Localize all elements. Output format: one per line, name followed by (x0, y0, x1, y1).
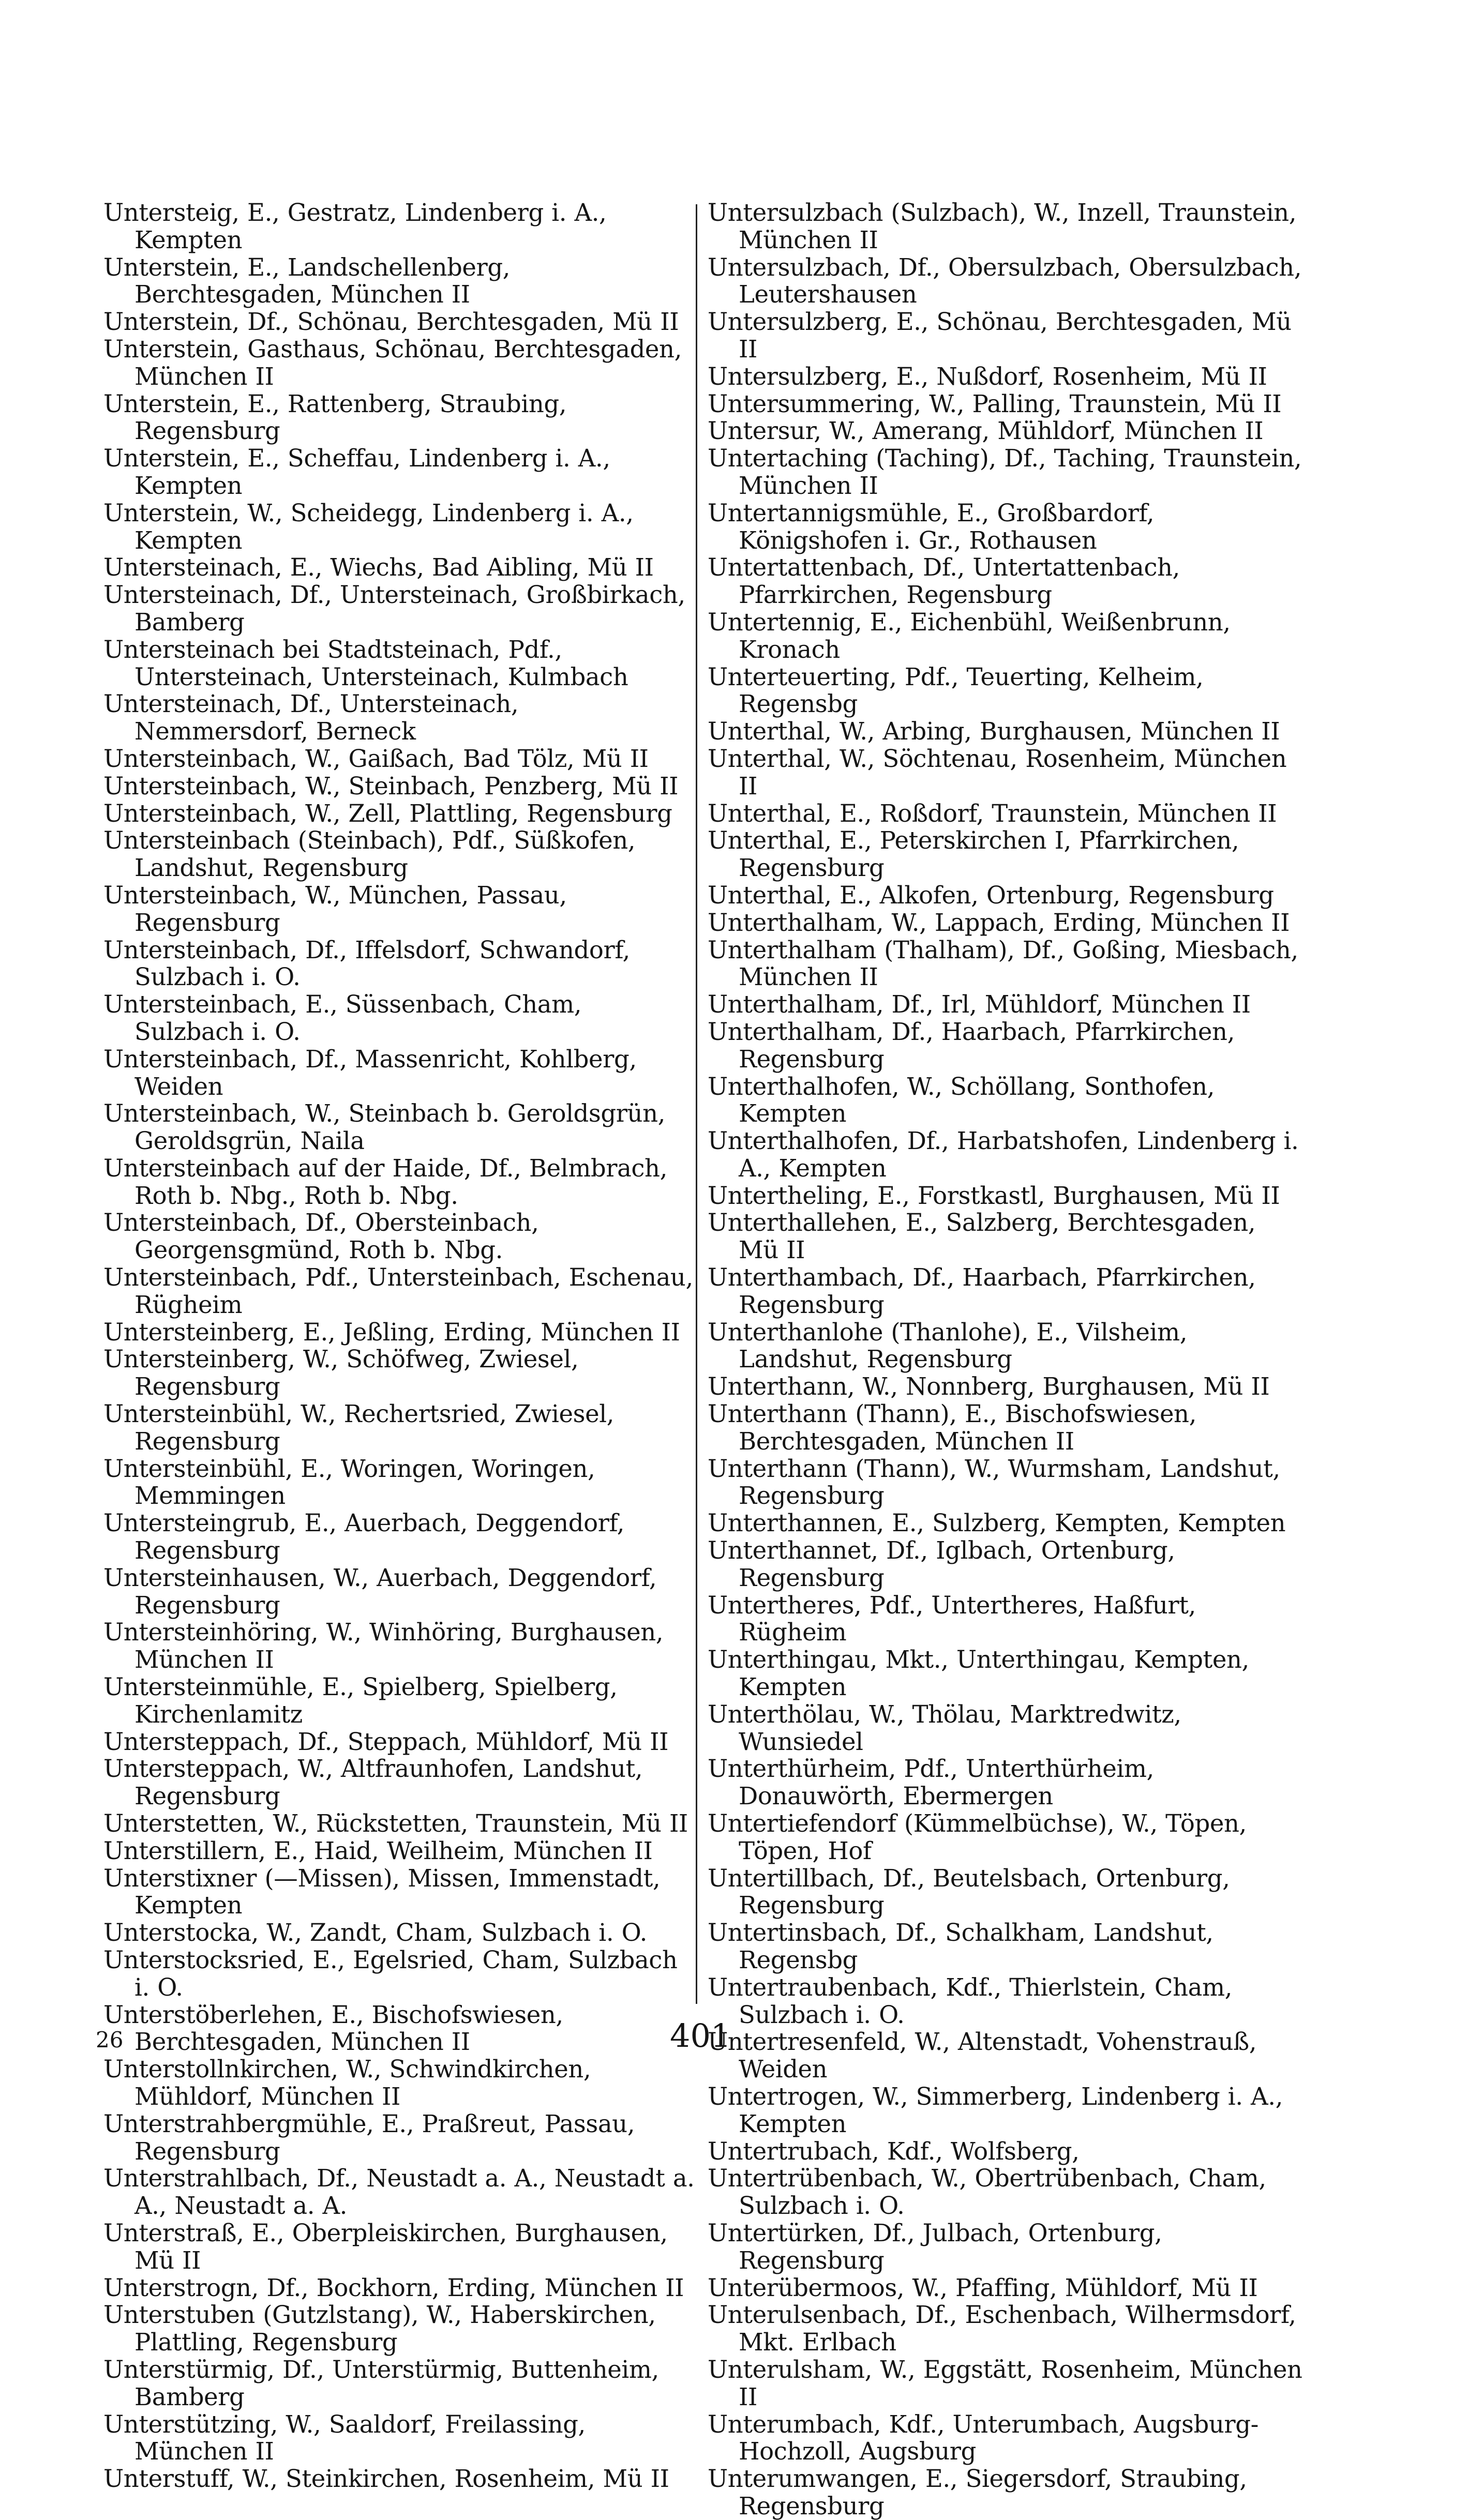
gazetteer-entry: Untersteinbach, Df., Iffelsdorf, Schwandorf, Sulzbach i. O. (103, 935, 630, 991)
gazetteer-entry: Unterstein, W., Scheidegg, Lindenberg i. A., Kempten (103, 499, 634, 554)
gazetteer-entry: Untersteinbühl, E., Woringen, Woringen, Memmingen (103, 1454, 595, 1510)
gazetteer-entry: Untersteinbach, Pdf., Untersteinbach, Eschenau, Rügheim (103, 1263, 693, 1319)
gazetteer-entry: Unterthanlohe (Thanlohe), E., Vilsheim, Landshut, Regensburg (708, 1318, 1188, 1374)
right-column (708, 199, 1302, 2520)
gazetteer-entry: Unterstein, Gasthaus, Schönau, Berchtesgaden, München II (103, 335, 682, 390)
left-column (103, 199, 698, 2493)
gazetteer-entry: Unterthallehen, E., Salzberg, Berchtesgaden, Mü II (708, 1209, 1256, 1264)
gazetteer-entry: Unterthalhofen, Df., Harbatshofen, Lindenberg i. A., Kempten (708, 1127, 1299, 1182)
gazetteer-entry: Unterstollnkirchen, W., Schwindkirchen, Mühldorf, München II (103, 2055, 591, 2110)
gazetteer-entry: Unterthann, W., Nonnberg, Burghausen, Mü II (708, 1372, 1270, 1401)
gazetteer-entry: Untersteinbach, E., Süssenbach, Cham, Sulzbach i. O. (103, 990, 582, 1046)
gazetteer-entry: Untertennig, E., Eichenbühl, Weißenbrunn, Kronach (708, 608, 1231, 663)
gazetteer-entry: Unterstrogn, Df., Bockhorn, Erding, München II (103, 2273, 684, 2302)
gazetteer-entry: Unterthal, E., Alkofen, Ortenburg, Regensburg (708, 881, 1274, 909)
gazetteer-entry: Untersteinach, Df., Untersteinach, Großbirkach, Bamberg (103, 581, 685, 636)
gazetteer-entry: Untersteinbach, W., München, Passau, Regensburg (103, 881, 567, 937)
gazetteer-entry: Unterteuerting, Pdf., Teuerting, Kelheim, Regensbg (708, 662, 1204, 718)
gazetteer-entry: Untersteinach, Df., Untersteinach, Nemmersdorf, Berneck (103, 690, 519, 746)
gazetteer-entry: Unterthal, W., Söchtenau, Rosenheim, München II (708, 744, 1287, 800)
gazetteer-entry: Untertillbach, Df., Beutelsbach, Ortenburg, Regensburg (708, 1864, 1230, 1920)
gazetteer-entry: Untersteinbach auf der Haide, Df., Belmbrach, Roth b. Nbg., Roth b. Nbg. (103, 1154, 667, 1210)
gazetteer-entry: Untertürken, Df., Julbach, Ortenburg, Regensburg (708, 2219, 1162, 2274)
gazetteer-entry: Unterthal, W., Arbing, Burghausen, München II (708, 717, 1280, 746)
gazetteer-entry: Unterstocka, W., Zandt, Cham, Sulzbach i. O. (103, 1919, 647, 1947)
gazetteer-entry: Unterstützing, W., Saaldorf, Freilassing, München II (103, 2410, 586, 2466)
gazetteer-entry: Untersulzbach, Df., Obersulzbach, Obersulzbach, Leutershausen (708, 253, 1302, 309)
gazetteer-entry: Unterthambach, Df., Haarbach, Pfarrkirchen, Regensburg (708, 1263, 1256, 1319)
gazetteer-entry: Unterthalham (Thalham), Df., Goßing, Miesbach, München II (708, 935, 1298, 991)
gazetteer-entry: Unterstein, Df., Schönau, Berchtesgaden, Mü II (103, 308, 679, 336)
gazetteer-entry: Untertresenfeld, W., Altenstadt, Vohenstrauß, Weiden (708, 2028, 1257, 2084)
gazetteer-entry: Untersteinbach (Steinbach), Pdf., Süßkofen, Landshut, Regensburg (103, 826, 636, 882)
gazetteer-entry: Untersteig, E., Gestratz, Lindenberg i. A., Kempten (103, 199, 607, 254)
gazetteer-entry: Untersteinbühl, W., Rechertsried, Zwiesel, Regensburg (103, 1400, 615, 1455)
gazetteer-entry: Untersummering, W., Palling, Traunstein, Mü II (708, 389, 1282, 418)
gazetteer-entry: Unterstocksried, E., Egelsried, Cham, Sulzbach i. O. (103, 1946, 678, 2001)
gazetteer-entry: Unterthannen, E., Sulzberg, Kempten, Kempten (708, 1509, 1286, 1537)
gazetteer-entry: Unterstillern, E., Haid, Weilheim, München II (103, 1836, 653, 1865)
gazetteer-entry: Untersteppach, Df., Steppach, Mühldorf, Mü II (103, 1727, 669, 1756)
gazetteer-entry: Untersulzberg, E., Nußdorf, Rosenheim, Mü II (708, 362, 1267, 390)
gazetteer-entry: Untertrogen, W., Simmerberg, Lindenberg i. A., Kempten (708, 2082, 1283, 2138)
gazetteer-entry: Unterübermoos, W., Pfaffing, Mühldorf, Mü II (708, 2273, 1258, 2302)
gazetteer-entry: Unterstetten, W., Rückstetten, Traunstein, Mü II (103, 1809, 688, 1838)
gazetteer-entry: Untertheling, E., Forstkastl, Burghausen, Mü II (708, 1181, 1280, 1210)
signature-mark: 26 (96, 2027, 124, 2053)
gazetteer-entry: Unterstraß, E., Oberpleiskirchen, Burghausen, Mü II (103, 2219, 668, 2274)
gazetteer-entry: Unterstuff, W., Steinkirchen, Rosenheim, Mü II (103, 2465, 669, 2493)
gazetteer-entry: Untersteinbach, W., Steinbach, Penzberg, Mü II (103, 772, 679, 800)
gazetteer-entry: Unterthalham, Df., Haarbach, Pfarrkirchen, Regensburg (708, 1017, 1235, 1073)
gazetteer-entry: Unterthölau, W., Thölau, Marktredwitz, Wunsiedel (708, 1700, 1181, 1756)
gazetteer-entry: Unterthalham, W., Lappach, Erding, München II (708, 908, 1290, 937)
gazetteer-entry: Unterulsenbach, Df., Eschenbach, Wilhermsdorf, Mkt. Erlbach (708, 2301, 1296, 2357)
column-divider (696, 204, 697, 2004)
gazetteer-entry: Unterthalhofen, W., Schöllang, Sonthofen, Kempten (708, 1072, 1215, 1128)
gazetteer-entry: Untertrübenbach, W., Obertrübenbach, Cham, Sulzbach i. O. (708, 2164, 1266, 2220)
page-number: 401 (670, 2017, 731, 2055)
gazetteer-entry: Untersteinbach, Df., Obersteinbach, Georgensgmünd, Roth b. Nbg. (103, 1209, 539, 1264)
gazetteer-entry: Untersulzberg, E., Schönau, Berchtesgaden, Mü II (708, 308, 1292, 363)
gazetteer-entry: Unterstein, E., Rattenberg, Straubing, Regensburg (103, 389, 567, 445)
gazetteer-entry: Unterstrahlbach, Df., Neustadt a. A., Neustadt a. A., Neustadt a. A. (103, 2164, 695, 2220)
gazetteer-entry: Untertheres, Pdf., Untertheres, Haßfurt, Rügheim (708, 1591, 1196, 1647)
gazetteer-entry: Untersteinach bei Stadtsteinach, Pdf., Untersteinach, Untersteinach, Kulmbach (103, 635, 628, 691)
gazetteer-entry: Untertattenbach, Df., Untertattenbach, Pfarrkirchen, Regensburg (708, 553, 1180, 609)
gazetteer-entry: Untersteinhöring, W., Winhöring, Burghausen, München II (103, 1618, 664, 1674)
gazetteer-entry: Untertraubenbach, Kdf., Thierlstein, Cham, Sulzbach i. O. (708, 1973, 1233, 2029)
gazetteer-entry: Untersteinbach, W., Steinbach b. Geroldsgrün, Geroldsgrün, Naila (103, 1099, 666, 1155)
gazetteer-entry: Unterumwangen, E., Siegersdorf, Straubing, Regensburg (708, 2465, 1247, 2520)
gazetteer-entry: Untersur, W., Amerang, Mühldorf, München II (708, 417, 1264, 445)
gazetteer-entry: Untersulzbach (Sulzbach), W., Inzell, Traunstein, München II (708, 199, 1297, 254)
gazetteer-entry: Unterthal, E., Roßdorf, Traunstein, München II (708, 799, 1277, 827)
gazetteer-entry: Unterulsham, W., Eggstätt, Rosenheim, München II (708, 2355, 1302, 2411)
gazetteer-entry: Untersteinmühle, E., Spielberg, Spielberg, Kirchenlamitz (103, 1673, 618, 1728)
gazetteer-entry: Untersteinbach, W., Gaißach, Bad Tölz, Mü II (103, 744, 649, 773)
gazetteer-entry: Unterstixner (—Missen), Missen, Immenstadt, Kempten (103, 1864, 661, 1920)
gazetteer-entry: Untertiefendorf (Kümmelbüchse), W., Töpen, Töpen, Hof (708, 1809, 1247, 1865)
gazetteer-entry: Unterstürmig, Df., Unterstürmig, Buttenheim, Bamberg (103, 2355, 659, 2411)
gazetteer-entry: Untersteinhausen, W., Auerbach, Deggendorf, Regensburg (103, 1563, 657, 1619)
gazetteer-entry: Untersteingrub, E., Auerbach, Deggendorf, Regensburg (103, 1509, 625, 1565)
gazetteer-entry: Unterthalham, Df., Irl, Mühldorf, München II (708, 990, 1251, 1019)
gazetteer-entry: Unterstöberlehen, E., Bischofswiesen, Berchtesgaden, München II (103, 2000, 563, 2056)
gazetteer-entry: Untersteinbach, W., Zell, Plattling, Regensburg (103, 799, 672, 827)
gazetteer-entry: Unterumbach, Kdf., Unterumbach, Augsburg-Hochzoll, Augsburg (708, 2410, 1259, 2466)
gazetteer-entry: Unterstrahbergmühle, E., Praßreut, Passau, Regensburg (103, 2109, 635, 2165)
gazetteer-entry: Untertannigsmühle, E., Großbardorf, Königshofen i. Gr., Rothausen (708, 499, 1155, 554)
gazetteer-entry: Untersteinberg, E., Jeßling, Erding, München II (103, 1318, 680, 1346)
gazetteer-entry: Untersteinbach, Df., Massenricht, Kohlberg, Weiden (103, 1045, 637, 1100)
gazetteer-entry: Unterstuben (Gutzlstang), W., Haberskirchen, Plattling, Regensburg (103, 2301, 656, 2357)
gazetteer-entry: Unterstein, E., Scheffau, Lindenberg i. A., Kempten (103, 444, 610, 500)
gazetteer-entry: Untersteinberg, W., Schöfweg, Zwiesel, Regensburg (103, 1345, 579, 1401)
gazetteer-entry: Unterthannet, Df., Iglbach, Ortenburg, Regensburg (708, 1536, 1175, 1592)
gazetteer-entry: Unterthürheim, Pdf., Unterthürheim, Donauwörth, Ebermergen (708, 1755, 1154, 1810)
gazetteer-entry: Unterthann (Thann), W., Wurmsham, Landshut, Regensburg (708, 1454, 1280, 1510)
gazetteer-entry: Untertaching (Taching), Df., Taching, Traunstein, München II (708, 444, 1302, 500)
gazetteer-entry: Unterstein, E., Landschellenberg, Berchtesgaden, München II (103, 253, 511, 309)
gazetteer-entry: Unterthingau, Mkt., Unterthingau, Kempten, Kempten (708, 1646, 1249, 1701)
gazetteer-entry: Untertinsbach, Df., Schalkham, Landshut, Regensbg (708, 1919, 1214, 1974)
gazetteer-entry: Untersteinach, E., Wiechs, Bad Aibling, Mü II (103, 553, 654, 582)
gazetteer-entry: Unterthal, E., Peterskirchen I, Pfarrkirchen, Regensburg (708, 826, 1239, 882)
gazetteer-entry: Untertrubach, Kdf., Wolfsberg, (708, 2137, 1080, 2165)
gazetteer-entry: Unterthann (Thann), E., Bischofswiesen, Berchtesgaden, München II (708, 1400, 1196, 1455)
gazetteer-entry: Untersteppach, W., Altfraunhofen, Landshut, Regensburg (103, 1755, 643, 1810)
